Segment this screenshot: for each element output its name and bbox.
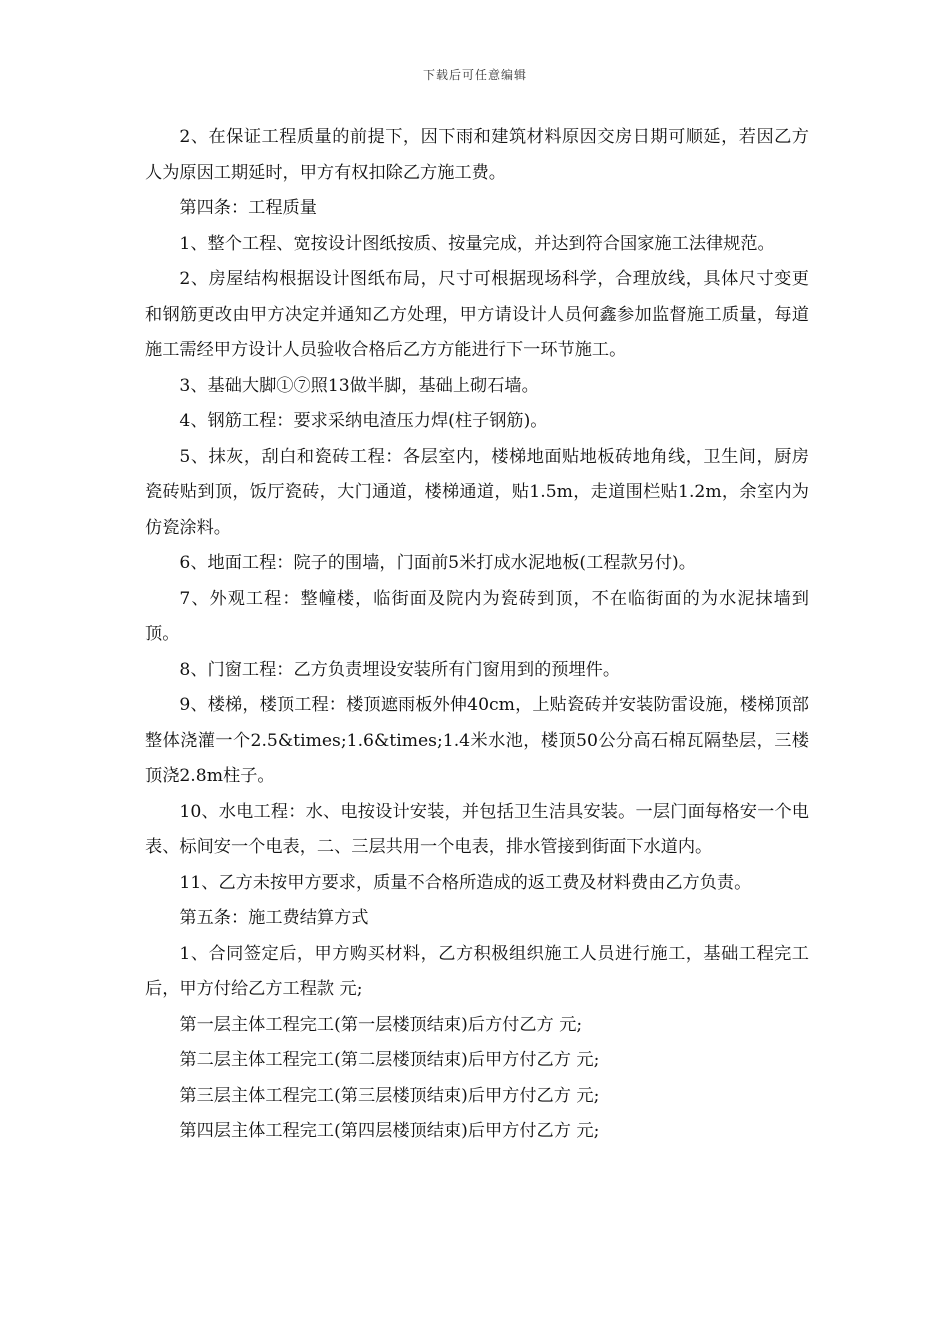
paragraph-quality-5: 5、抹灰，刮白和瓷砖工程：各层室内，楼梯地面贴地板砖地角线，卫生间，厨房瓷砖贴到顶，饭厅瓷砖，大门通道，楼梯通道，贴1.5m，走道围栏贴1.2m，余室内为仿瓷涂料。 (145, 446, 809, 538)
paragraph-quality-6: 6、地面工程：院子的围墙，门面前5米打成水泥地板(工程款另付)。 (179, 553, 696, 573)
paragraph-payment-floor-3: 第三层主体工程完工(第三层楼顶结束)后甲方付乙方 元; (179, 1085, 600, 1106)
paragraph-quality-4: 4、钢筋工程：要求采纳电渣压力焊(柱子钢筋)。 (179, 411, 548, 431)
paragraph-quality-3: 3、基础大脚①⑦照13做半脚，基础上砌石墙。 (179, 375, 539, 396)
page-header: 下载后可任意编辑 (422, 68, 527, 82)
paragraph-quality-10: 10、水电工程：水、电按设计安装，并包括卫生洁具安装。一层门面每格安一个电表、标间安一个电表，二、三层共用一个电表，排水管接到街面下水道内。 (145, 801, 809, 857)
section-heading-article-4: 第四条：工程质量 (179, 198, 317, 218)
paragraph-quality-9: 9、楼梯，楼顶工程：楼顶遮雨板外伸40cm，上贴瓷砖并安装防雷设施，楼梯顶部整体浇灌一个2.5&times;1.6&times;1.4米水池，楼顶50公分高石棉瓦隔垫层，三楼顶浇2.8m柱子。 (145, 695, 809, 786)
paragraph-payment-floor-2: 第二层主体工程完工(第二层楼顶结束)后甲方付乙方 元; (179, 1050, 600, 1070)
paragraph-quality-11: 11、乙方未按甲方要求，质量不合格所造成的返工费及材料费由乙方负责。 (179, 872, 752, 893)
document-body (145, 120, 809, 1150)
paragraph-payment-1: 1、合同签定后，甲方购买材料，乙方积极组织施工人员进行施工，基础工程完工后，甲方付给乙方工程款 元; (145, 943, 809, 999)
paragraph-payment-floor-4: 第四层主体工程完工(第四层楼顶结束)后甲方付乙方 元; (179, 1121, 600, 1141)
paragraph-quality-7: 7、外观工程：整幢楼，临街面及院内为瓷砖到顶，不在临街面的为水泥抹墙到顶。 (145, 588, 809, 644)
paragraph-quality-delay: 2、在保证工程质量的前提下，因下雨和建筑材料原因交房日期可顺延，若因乙方人为原因工期延时，甲方有权扣除乙方施工费。 (145, 127, 809, 183)
section-heading-article-5: 第五条：施工费结算方式 (179, 908, 369, 928)
paragraph-quality-1: 1、整个工程、宽按设计图纸按质、按量完成，并达到符合国家施工法律规范。 (179, 233, 775, 254)
paragraph-quality-8: 8、门窗工程：乙方负责埋设安装所有门窗用到的预埋件。 (179, 659, 621, 680)
paragraph-payment-floor-1: 第一层主体工程完工(第一层楼顶结束)后方付乙方 元; (179, 1014, 583, 1035)
paragraph-quality-2: 2、房屋结构根据设计图纸布局，尺寸可根据现场科学，合理放线，具体尺寸变更和钢筋更改由甲方决定并通知乙方处理，甲方请设计人员何鑫参加监督施工质量，每道施工需经甲方设计人员验收合格后乙方方能进行下一环节施工。 (145, 269, 809, 360)
